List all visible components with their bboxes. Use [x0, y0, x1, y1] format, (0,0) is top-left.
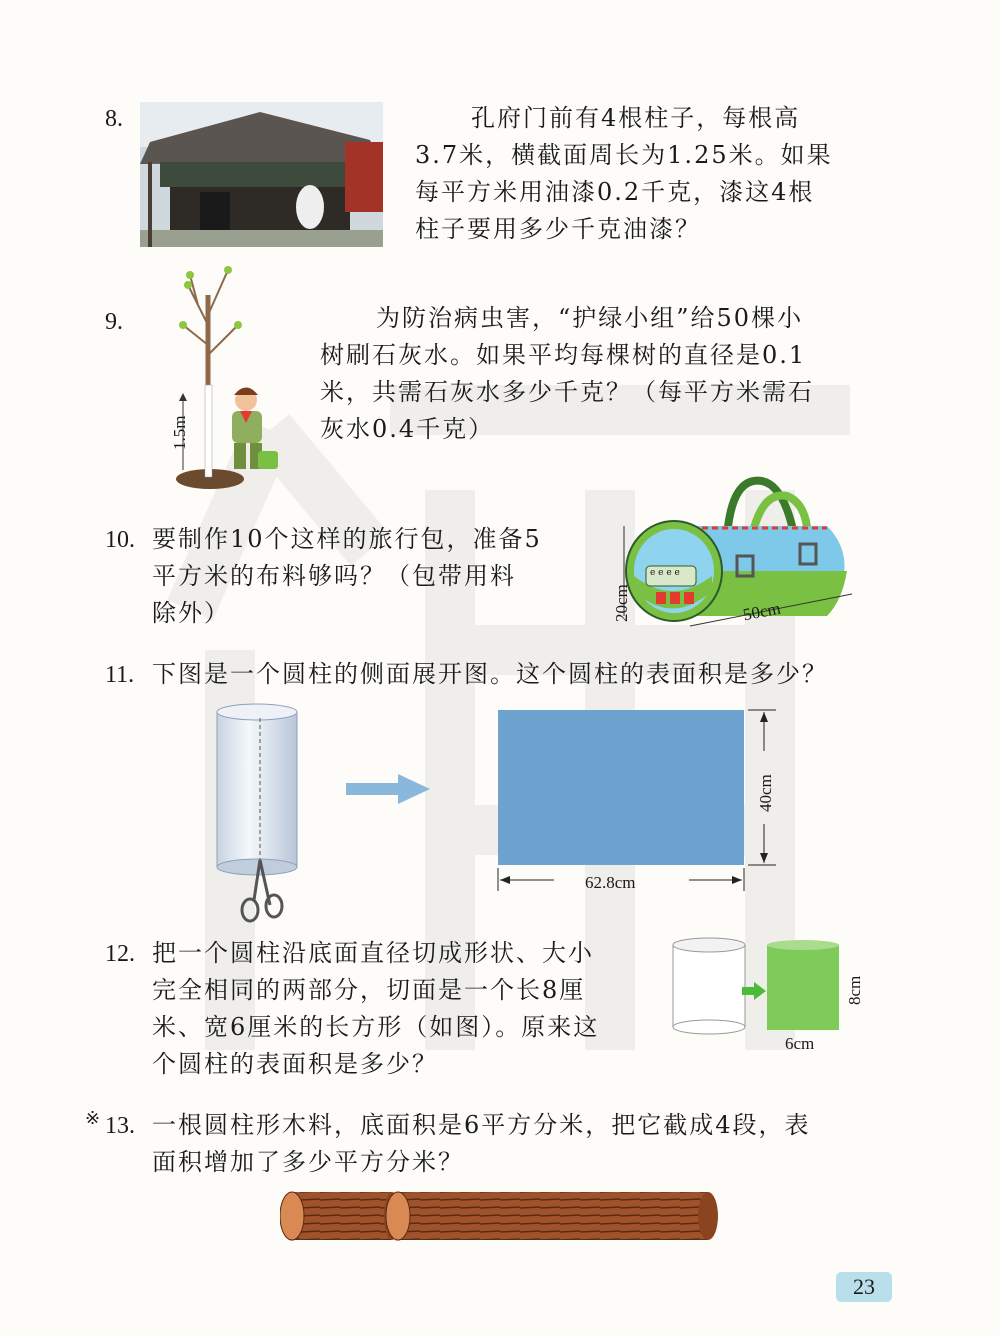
rectangle-width-label: 62.8cm — [585, 873, 636, 892]
green-arrow — [742, 982, 766, 1000]
rectangle-height-label: 40cm — [756, 774, 775, 812]
page-number: 23 — [836, 1272, 892, 1302]
problem-10-text: 要制作10个这样的旅行包，准备5 平方米的布料够吗？（包带用料 除外） — [152, 525, 542, 627]
small-cylinder — [670, 935, 750, 1035]
problem-12-text: 把一个圆柱沿底面直径切成形状、大小 完全相同的两部分，切面是一个长8厘 米、宽6厘米的长方形（如图）。原来这 个圆柱的表面积是多少？ — [152, 939, 600, 1078]
problem-12-number: 12. — [105, 941, 135, 967]
problem-11-number: 11. — [105, 662, 135, 688]
wooden-log-illustration — [280, 1188, 725, 1244]
cylinder-with-scissors — [212, 700, 302, 925]
bag-length-label: 50cm — [741, 598, 783, 625]
problem-8-number: 8. — [105, 106, 123, 132]
problem-13-number: 13. — [105, 1113, 135, 1139]
bag-height-label: 20cm — [612, 584, 631, 622]
problem-9-number: 9. — [105, 309, 123, 335]
tree-height-label: 1.5m — [170, 415, 189, 450]
problem-9-text: 为防治病虫害，“护绿小组”给50棵小 树刷石灰水。如果平均每棵树的直径是0.1 米，共需石灰水多少千克？（每平方米需石 灰水0.4千克） — [320, 304, 814, 443]
optional-mark: ※ — [85, 1108, 101, 1129]
temple-gate-photo — [140, 102, 383, 247]
blue-arrow — [346, 774, 430, 804]
problem-11-text: 下图是一个圆柱的侧面展开图。这个圆柱的表面积是多少？ — [152, 660, 828, 688]
problem-8-text: 孔府门前有4根柱子，每根高 3.7米，横截面周长为1.25米。如果 每平方米用油漆0.2千克，漆这4根 柱子要用多少千克油漆？ — [415, 104, 833, 243]
tree-painting-illustration — [168, 265, 288, 495]
cut-face-height-label: 8cm — [845, 975, 864, 1005]
problem-13-text: 一根圆柱形木料，底面积是6平方分米，把它截成4段，表 面积增加了多少平方分米？ — [152, 1111, 811, 1176]
bag-tag-text: e e e e — [650, 568, 680, 578]
unfolded-rectangle-diagram — [494, 706, 784, 896]
problem-10-number: 10. — [105, 527, 135, 553]
cut-face-width-label: 6cm — [785, 1034, 815, 1053]
green-cut-face-rectangle — [765, 940, 845, 1035]
